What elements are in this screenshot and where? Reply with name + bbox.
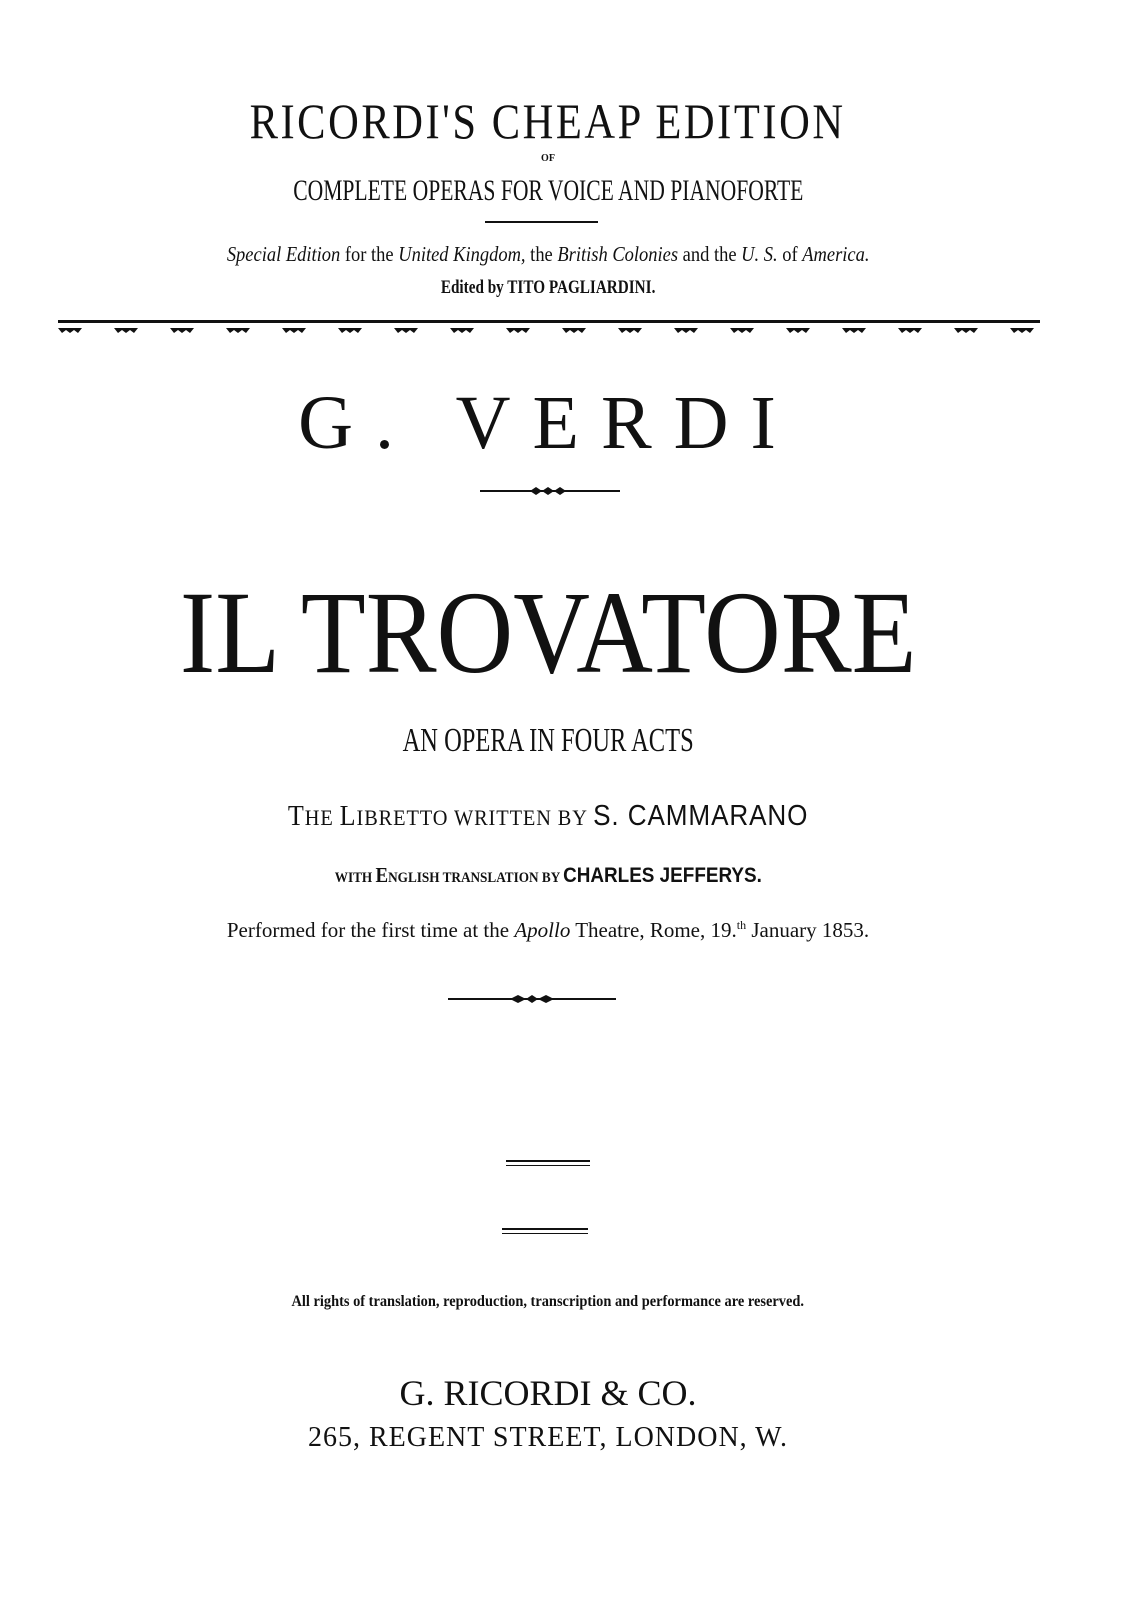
series-title: RICORDI'S CHEAP EDITION xyxy=(250,93,846,149)
text: America. xyxy=(802,242,870,266)
ornament-mark xyxy=(562,328,586,333)
text: T xyxy=(287,800,305,832)
editor-line: Edited by TITO PAGLIARDINI. xyxy=(440,277,656,298)
text: of xyxy=(777,242,803,266)
ornament-mark xyxy=(1010,328,1034,333)
translator: CHARLES JEFFERYS. xyxy=(562,864,762,887)
double-rule xyxy=(506,1160,590,1162)
text: for the xyxy=(340,242,399,266)
ornament-mark xyxy=(954,328,978,333)
ornament-mark xyxy=(730,328,754,333)
translation-line xyxy=(0,863,1096,888)
subtitle: COMPLETE OPERAS FOR VOICE AND PIANOFORTE xyxy=(292,174,804,207)
ornament-mark xyxy=(338,328,362,333)
text: Special Edition xyxy=(226,242,341,266)
text: British Colonies xyxy=(557,242,678,266)
ornament-mark xyxy=(170,328,194,333)
ornament-divider xyxy=(448,992,616,1006)
text: Performed for the first time at the xyxy=(226,918,515,942)
publisher-address: 265, REGENT STREET, LONDON, W. xyxy=(307,1422,789,1453)
ornament-mark xyxy=(226,328,250,333)
ornament-mark xyxy=(450,328,474,333)
text: E xyxy=(375,863,388,887)
ornament-mark xyxy=(282,328,306,333)
text: Apollo xyxy=(514,918,571,942)
ornament-mark xyxy=(842,328,866,333)
ornament-mark xyxy=(506,328,530,333)
ornament-mark xyxy=(58,328,82,333)
ornament-divider xyxy=(480,484,620,498)
text: United Kingdom, xyxy=(398,242,526,266)
text: HE xyxy=(304,805,340,830)
text: Theatre, Rome, 19. xyxy=(570,918,737,942)
ornament-mark xyxy=(618,328,642,333)
ornament-mark xyxy=(674,328,698,333)
ornamental-rule xyxy=(58,318,1040,338)
text: IBRETTO WRITTEN BY xyxy=(356,805,593,830)
text: the xyxy=(525,242,558,266)
short-rule xyxy=(485,221,598,223)
text: WITH xyxy=(334,870,376,886)
rights-notice: All rights of translation, reproduction, transcription and performance are reserved. xyxy=(291,1293,805,1310)
ornament-mark xyxy=(394,328,418,333)
text: January 1853. xyxy=(746,918,870,942)
text: and the xyxy=(677,242,742,266)
ornament-mark xyxy=(114,328,138,333)
special-edition-line xyxy=(0,242,1096,267)
text: th xyxy=(736,918,747,932)
double-rule xyxy=(502,1233,588,1234)
ornament-mark xyxy=(786,328,810,333)
libretto-line xyxy=(0,800,1096,833)
publisher-name: G. RICORDI & CO. xyxy=(399,1373,697,1413)
text: L xyxy=(339,800,357,832)
text: NGLISH TRANSLATION BY xyxy=(387,870,563,886)
of-label: OF xyxy=(541,153,555,164)
double-rule xyxy=(506,1165,590,1166)
ornament-mark xyxy=(898,328,922,333)
text: U. S. xyxy=(741,242,778,266)
opera-description: AN OPERA IN FOUR ACTS xyxy=(402,722,694,759)
librettist: S. CAMMARANO xyxy=(592,800,809,832)
premiere-line xyxy=(0,918,1096,943)
opera-title: IL TROVATORE xyxy=(179,567,917,698)
composer: G. VERDI xyxy=(298,381,798,465)
double-rule xyxy=(502,1228,588,1230)
